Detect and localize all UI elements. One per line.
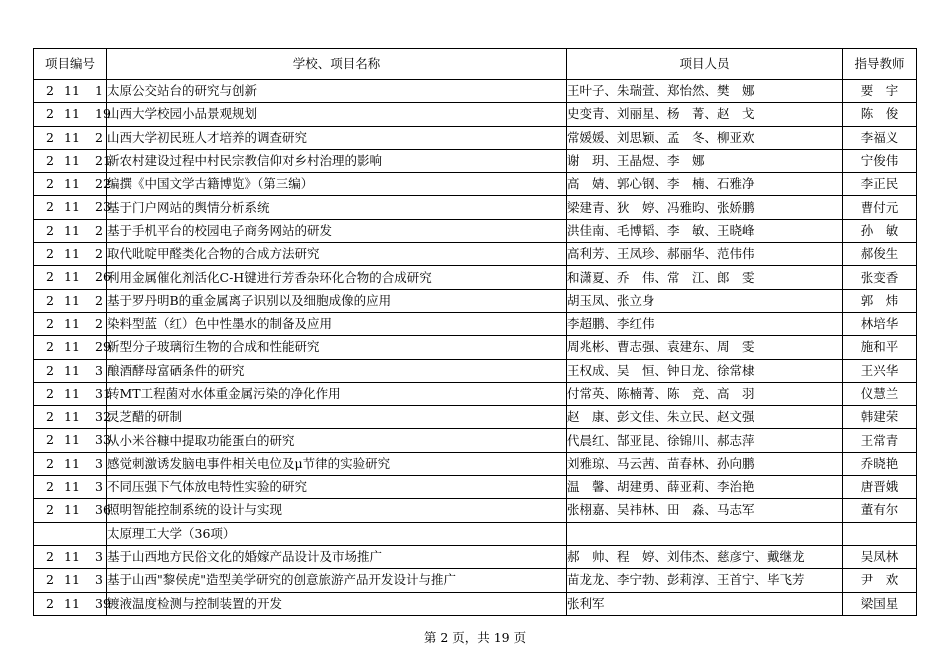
project-teacher: 唐晋娥: [843, 476, 917, 499]
project-members: 赵 康、彭文佳、朱立民、赵文强: [567, 406, 843, 429]
table-row: [34, 429, 917, 452]
project-teacher: 陈 俊: [843, 103, 917, 126]
project-code-part: 2: [46, 106, 54, 122]
project-code-part: 2: [46, 129, 54, 145]
project-code-part: 29: [95, 339, 111, 355]
table-row: [34, 406, 917, 429]
project-name: 基于手机平台的校园电子商务网站的研发: [107, 219, 567, 242]
project-code: [34, 545, 107, 568]
project-code: [34, 126, 107, 149]
project-code-part: 2: [46, 572, 54, 588]
table-row: [34, 196, 917, 219]
project-members: 张利军: [567, 592, 843, 615]
table-row: [34, 126, 917, 149]
project-teacher: 曹付元: [843, 196, 917, 219]
header-members: 项目人员: [567, 49, 843, 80]
project-code-part: 2: [46, 292, 54, 308]
project-code: [34, 196, 111, 219]
project-code: [34, 266, 111, 289]
project-members: 付常英、陈楠菁、陈 竞、高 羽: [567, 382, 843, 405]
table-row: [34, 452, 917, 475]
table-row: [34, 592, 917, 615]
table-row: [34, 243, 917, 266]
project-name: 基于罗丹明B的重金属离子识别以及细胞成像的应用: [107, 289, 567, 312]
project-teacher: 梁国星: [843, 592, 917, 615]
project-code-part: 11: [64, 222, 80, 238]
project-teacher: 宁俊伟: [843, 149, 917, 172]
project-teacher: 郝俊生: [843, 243, 917, 266]
project-code-part: 2: [46, 432, 54, 448]
project-code-part: 32: [95, 409, 111, 425]
project-members: 刘雅琼、马云茜、苗春林、孙向鹏: [567, 452, 843, 475]
project-code-part: 2: [46, 362, 54, 378]
project-code-part: 2: [46, 199, 54, 215]
table-row: [34, 382, 917, 405]
project-code-part: 3: [95, 548, 103, 564]
project-code: [34, 429, 111, 452]
project-code-part: 2: [46, 409, 54, 425]
project-name: 灵芝醋的研制: [107, 406, 567, 429]
project-code: [34, 406, 111, 429]
project-members: 洪佳南、毛博韬、李 敏、王晓峰: [567, 219, 843, 242]
project-name: 太原公交站台的研究与创新: [107, 80, 567, 103]
project-code-part: 11: [64, 269, 80, 285]
project-code: [34, 592, 111, 615]
table-row: [34, 80, 917, 103]
header-name: 学校、项目名称: [107, 49, 567, 80]
project-name: 编撰《中国文学古籍博览》（第三编）: [107, 173, 567, 196]
project-code-part: 22: [95, 176, 111, 192]
project-table: [33, 48, 917, 616]
project-code-part: 11: [64, 455, 80, 471]
project-code-part: 11: [64, 315, 80, 331]
project-code-part: 2: [46, 502, 54, 518]
project-members: 张栩嘉、吴祎林、田 淼、马志军: [567, 499, 843, 522]
project-code-part: 2: [95, 222, 103, 238]
project-code-part: 11: [64, 176, 80, 192]
table-row: [34, 266, 917, 289]
section-title: 太原理工大学（36项）: [107, 522, 567, 545]
header-code: 项目编号: [34, 49, 107, 80]
project-teacher: 王兴华: [843, 359, 917, 382]
project-teacher: 孙 敏: [843, 219, 917, 242]
project-code-part: 31: [95, 385, 111, 401]
project-members: 常媛媛、刘思颖、孟 冬、柳亚欢: [567, 126, 843, 149]
project-teacher: 董有尔: [843, 499, 917, 522]
section-code-blank: [34, 522, 107, 545]
project-code-part: 11: [64, 595, 80, 611]
project-members: 高 婧、郭心钢、李 楠、石雅净: [567, 173, 843, 196]
project-name: 新农村建设过程中村民宗教信仰对乡村治理的影响: [107, 149, 567, 172]
project-code: [34, 452, 107, 475]
project-teacher: 李福义: [843, 126, 917, 149]
project-code-part: 2: [46, 339, 54, 355]
project-teacher: 施和平: [843, 336, 917, 359]
project-code-part: 2: [46, 246, 54, 262]
project-teacher: 郭 炜: [843, 289, 917, 312]
section-row: [34, 522, 917, 545]
project-code: [34, 80, 107, 103]
page-footer: 第 2 页，共 19 页: [423, 630, 527, 645]
project-code: [34, 289, 107, 312]
project-code-part: 2: [95, 129, 103, 145]
project-code-part: 2: [46, 595, 54, 611]
project-name: 山西大学校园小品景观规划: [107, 103, 567, 126]
project-members: 高利芳、王凤珍、郝丽华、范伟伟: [567, 243, 843, 266]
header-teacher: 指导教师: [843, 49, 917, 80]
project-code: [34, 149, 111, 172]
project-code-part: 11: [64, 246, 80, 262]
project-code: [34, 476, 107, 499]
project-name: 酿酒酵母富硒条件的研究: [107, 359, 567, 382]
project-teacher: 要 宇: [843, 80, 917, 103]
project-name: 利用金属催化剂活化C-H键进行芳香杂环化合物的合成研究: [107, 266, 567, 289]
project-teacher: 仪慧兰: [843, 382, 917, 405]
project-code-part: 11: [64, 479, 80, 495]
project-members: 和潇夏、乔 伟、常 江、郎 雯: [567, 266, 843, 289]
project-code-part: 11: [64, 385, 80, 401]
project-code-part: 2: [46, 152, 54, 168]
project-members: 王权成、吴 恒、钟日龙、徐常棣: [567, 359, 843, 382]
project-members: 郝 帅、程 婷、刘伟杰、慈彦宁、戴继龙: [567, 545, 843, 568]
project-members: 周兆彬、曹志强、袁建东、周 雯: [567, 336, 843, 359]
section-teacher-blank: [843, 522, 917, 545]
section-members-blank: [567, 522, 843, 545]
project-name: 不同压强下气体放电特性实验的研究: [107, 476, 567, 499]
project-code-part: 11: [64, 199, 80, 215]
project-teacher: 李正民: [843, 173, 917, 196]
project-code: [34, 173, 111, 196]
project-teacher: 乔晓艳: [843, 452, 917, 475]
project-code-part: 2: [46, 385, 54, 401]
table-row: [34, 149, 917, 172]
project-members: 谢 玥、王晶煜、李 娜: [567, 149, 843, 172]
table-body: [34, 80, 917, 616]
table-row: [34, 476, 917, 499]
project-name: 山西大学初民班人才培养的调查研究: [107, 126, 567, 149]
project-code-part: 3: [95, 455, 103, 471]
project-code-part: 11: [64, 339, 80, 355]
project-code-part: 11: [64, 362, 80, 378]
project-members: 梁建青、狄 婷、冯雅昀、张娇鹏: [567, 196, 843, 219]
project-code-part: 11: [64, 83, 80, 98]
project-teacher: 韩建荣: [843, 406, 917, 429]
project-code: [34, 336, 111, 359]
project-code-part: 11: [64, 502, 80, 518]
project-code-part: 2: [95, 292, 103, 308]
project-code-part: 11: [64, 409, 80, 425]
project-code-part: 19: [95, 106, 111, 122]
project-members: 温 馨、胡建勇、薛亚莉、李治艳: [567, 476, 843, 499]
project-members: 苗龙龙、李宁勃、彭莉淳、王首宁、毕飞芳: [567, 569, 843, 592]
project-name: 转MT工程菌对水体重金属污染的净化作用: [107, 382, 567, 405]
project-code-part: 2: [46, 455, 54, 471]
project-code-part: 11: [64, 129, 80, 145]
project-code-part: 3: [95, 572, 103, 588]
project-code-part: 2: [46, 176, 54, 192]
table-row: [34, 219, 917, 242]
project-teacher: 王常青: [843, 429, 917, 452]
table-row: [34, 336, 917, 359]
project-code-part: 2: [95, 246, 103, 262]
project-members: 胡玉凤、张立身: [567, 289, 843, 312]
table-row: [34, 545, 917, 568]
project-code-part: 11: [64, 152, 80, 168]
project-code: [34, 569, 107, 592]
project-code-part: 23: [95, 199, 111, 215]
project-code-part: 33: [95, 432, 111, 448]
project-code-part: 2: [46, 315, 54, 331]
project-name: 基于门户网站的舆情分析系统: [107, 196, 567, 219]
project-members: 王叶子、朱瑞萱、郑怡然、樊 娜: [567, 80, 843, 103]
table-row: [34, 103, 917, 126]
project-code-part: 21: [95, 152, 111, 168]
project-code: [34, 103, 111, 126]
project-code-part: 2: [46, 548, 54, 564]
project-code: [34, 499, 111, 522]
project-code-part: 2: [46, 222, 54, 238]
project-code-part: 26: [95, 269, 111, 285]
project-teacher: 林培华: [843, 312, 917, 335]
table-row: [34, 499, 917, 522]
project-name: 新型分子玻璃衍生物的合成和性能研究: [107, 336, 567, 359]
project-code-part: 3: [95, 479, 103, 495]
project-code-part: 2: [46, 269, 54, 285]
project-code-part: 11: [64, 572, 80, 588]
project-code-part: 1: [95, 83, 103, 98]
project-code: [34, 382, 111, 405]
project-name: 染料型蓝（红）色中性墨水的制备及应用: [107, 312, 567, 335]
project-code-part: 2: [46, 83, 54, 98]
project-code-part: 3: [95, 362, 103, 378]
project-code-part: 11: [64, 106, 80, 122]
project-code-part: 11: [64, 432, 80, 448]
project-code: [34, 312, 107, 335]
project-code-part: 11: [64, 548, 80, 564]
project-members: 史变青、刘丽星、杨 菁、赵 戈: [567, 103, 843, 126]
table-row: [34, 359, 917, 382]
project-code: [34, 243, 107, 266]
project-code: [34, 359, 107, 382]
project-code-part: 11: [64, 292, 80, 308]
project-members: 代晨红、郜亚昆、徐锦川、郝志萍: [567, 429, 843, 452]
project-teacher: 张变香: [843, 266, 917, 289]
project-code-part: 2: [46, 479, 54, 495]
project-teacher: 尹 欢: [843, 569, 917, 592]
project-teacher: 吴凤林: [843, 545, 917, 568]
project-name: 取代吡啶甲醛类化合物的合成方法研究: [107, 243, 567, 266]
project-name: 感觉刺激诱发脑电事件相关电位及μ节律的实验研究: [107, 452, 567, 475]
table-row: [34, 569, 917, 592]
project-name: 镀液温度检测与控制装置的开发: [107, 592, 567, 615]
table-row: [34, 312, 917, 335]
project-code-part: 2: [95, 315, 103, 331]
header-row: [34, 49, 917, 80]
project-code-part: 39: [95, 595, 111, 611]
project-code-part: 36: [95, 502, 111, 518]
project-name: 基于山西地方民俗文化的婚嫁产品设计及市场推广: [107, 545, 567, 568]
project-code: [34, 219, 107, 242]
project-members: 李超鹏、李红伟: [567, 312, 843, 335]
table-row: [34, 173, 917, 196]
project-name: 基于山西"黎侯虎"造型美学研究的创意旅游产品开发设计与推广: [107, 569, 567, 592]
table-row: [34, 289, 917, 312]
project-name: 从小米谷糠中提取功能蛋白的研究: [107, 429, 567, 452]
project-name: 照明智能控制系统的设计与实现: [107, 499, 567, 522]
